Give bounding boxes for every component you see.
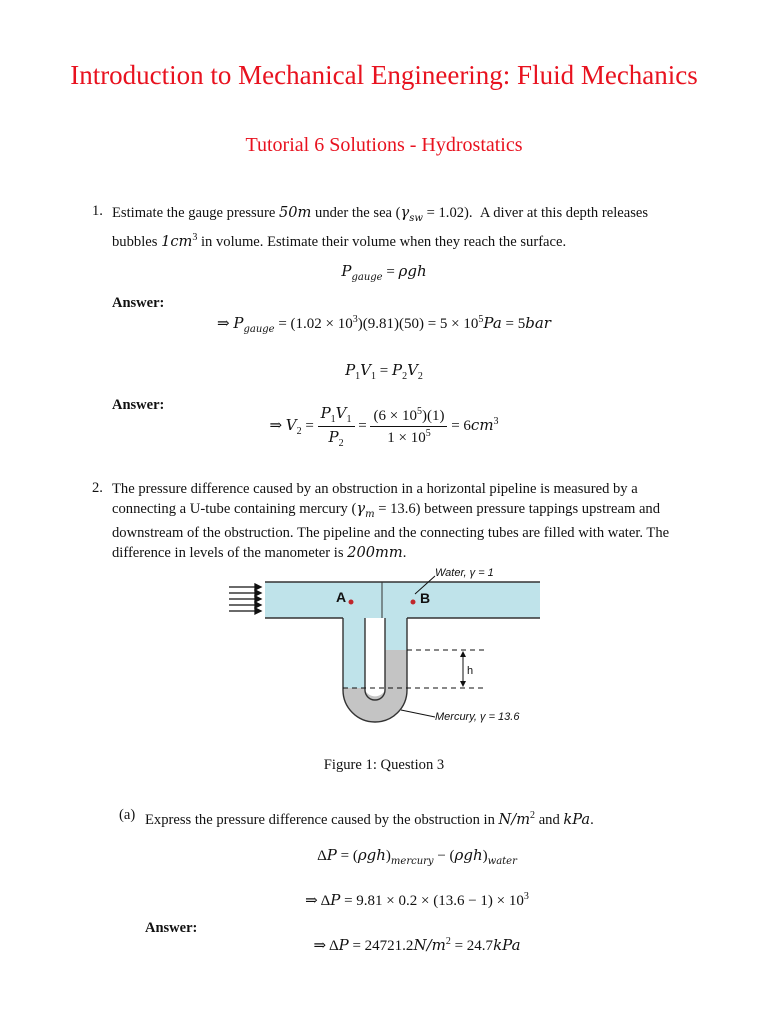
q2-line-3: downstream of the obstruction. The pipeline and the connecting tubes are filled with water. The [112,524,670,541]
q1-answer-label-2: Answer: [112,397,165,413]
part-a-equation-2: ⇒ $\Delta P = 9.81 \times 0.2 \times (13.6 - 1) \times 10^3$ [305,891,529,909]
q1-answer-label-1: Answer: [112,295,165,311]
point-b-marker [411,600,416,605]
figure-caption: Figure 1: Question 3 [323,757,445,773]
q2-line-2: connecting a U-tube containing mercury $(\gamma_m = 13.6)$ between pressure tappings upstream and [112,500,661,520]
question-1-text [112,203,698,252]
q1-equation-2: $P_1V_1 = P_2V_2$ [345,361,423,382]
question-2-number: 2. [92,480,103,496]
label-h: h [467,665,474,677]
question-2-text [112,480,698,563]
fraction-values: $\frac{(6 \times 10^5)(1)}{1 \times 10^5}$ [370,406,447,447]
q1-line-2: bubbles $1cm^3$ in volume. Estimate their volume when they reach the surface. [112,231,567,250]
pipeline [265,582,540,618]
q1-equation-1: $P_{gauge} = \rho gh$ [341,262,427,283]
part-a-equation-3: ⇒ $\Delta P = 24721.2N/m^2 = 24.7kPa$ [313,936,521,954]
water-label: Water, γ = 1 [435,567,494,579]
part-a-text: Express the pressure difference caused by the obstruction in $N/m^2$ and kPa. [145,810,594,828]
point-a-marker [349,600,354,605]
left-leg-water [343,618,365,688]
u-bend-mercury [343,688,407,722]
right-leg-mercury [385,650,407,688]
part-a-answer-label: Answer: [145,920,198,936]
document-title: Introduction to Mechanical Engineering: Fluid Mechanics [70,60,698,90]
label-a: A [336,589,347,605]
q1-answer-1: ⇒ $P_{gauge} = (1.02 \times 10^3)(9.81)(50) = 5 \times 10^5Pa = 5bar$ [217,314,551,335]
q1-line-1: Estimate the gauge pressure 50m under the sea $(\gamma_{sw} = 1.02)$. A diver at this depth releases [112,204,649,224]
label-b: B [420,590,431,606]
flow-arrows [229,584,261,614]
mercury-leader-line [401,710,435,717]
part-a-equation-1: $\Delta P = (\rho gh)_{mercury} - (\rho gh)_{water}$ [317,846,517,867]
document-subtitle: Tutorial 6 Solutions - Hydrostatics [245,134,523,156]
q2-line-1: The pressure difference caused by an obstruction in a horizontal pipeline is measured by a [112,481,638,497]
right-leg-water [385,618,407,650]
mercury-label: Mercury, γ = 13.6 [435,711,520,723]
q2-line-4: difference in levels of the manometer is 200mm. [112,543,407,561]
fraction-p1v1-over-p2: $\frac{P_1V_1}{P_2}$ [318,404,355,449]
u-tube-manometer-diagram [225,562,545,742]
question-1-number: 1. [92,203,103,219]
q1-answer-2: ⇒ $V_2$ = $\frac{P_1V_1}{P_2}$ = $\frac{(6 \times 10^5)(1)}{1 \times 10^5}$ = $6cm^3$ [269,404,499,449]
part-a-label: (a) [119,807,136,823]
